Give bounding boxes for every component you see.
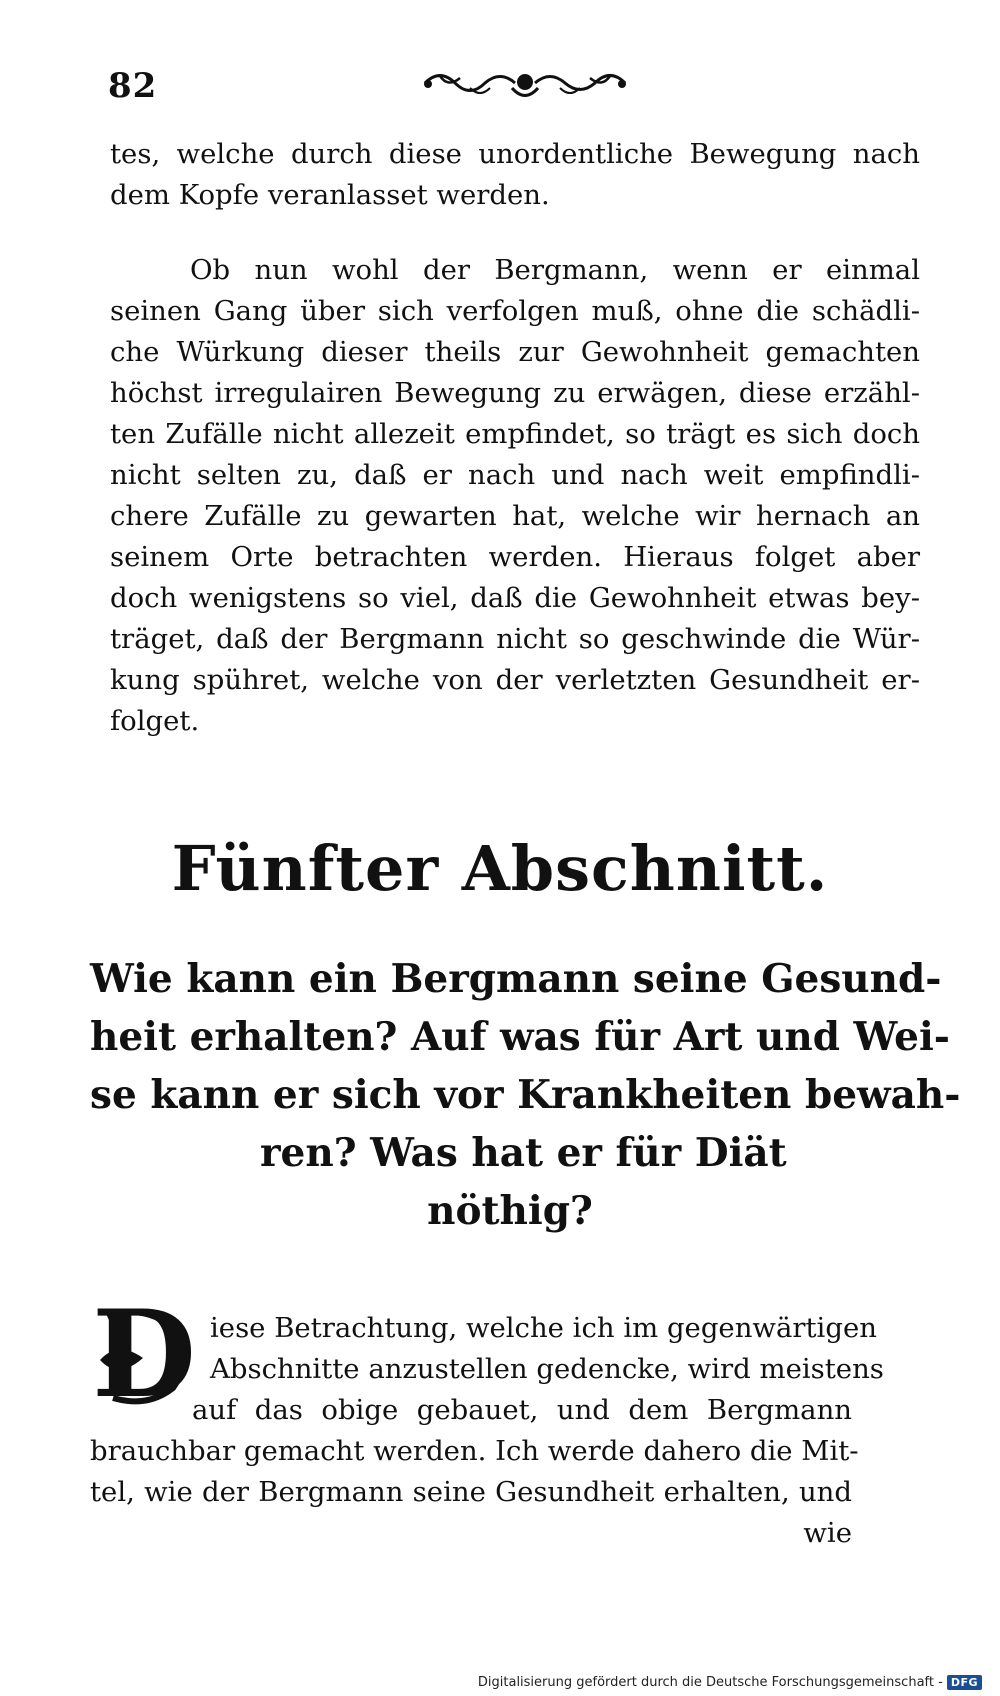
text-line: Ob nun wohl der Bergmann, wenn er einmal bbox=[190, 254, 920, 286]
text-line: höchst irregulairen Bewegung zu erwägen, diese erzähl- bbox=[110, 377, 920, 409]
text-line: chere Zufälle zu gewarten hat, welche wir hernach an bbox=[110, 500, 920, 532]
paragraph-full-lines bbox=[90, 1431, 859, 1554]
text-line: auf das obige gebauet, und dem Bergmann bbox=[192, 1394, 852, 1426]
text-line: dem Kopfe veranlasset werden. bbox=[110, 179, 550, 211]
text-line: che Würkung dieser theils zur Gewohnheit gemachten bbox=[110, 336, 920, 368]
text-line: Abschnitte anzustellen gedencke, wird meistens bbox=[210, 1353, 884, 1385]
text-line: brauchbar gemacht werden. Ich werde dahero die Mit- bbox=[90, 1435, 859, 1467]
text-line: tes, welche durch diese unordentliche Bewegung nach bbox=[110, 138, 920, 170]
subheading-line: heit erhalten? Auf was für Art und Wei- bbox=[90, 1014, 950, 1060]
catchword: wie bbox=[803, 1517, 852, 1549]
subheading-line: ren? Was hat er für Diät bbox=[260, 1130, 787, 1176]
text-line: seinem Orte betrachten werden. Hieraus folget aber bbox=[110, 541, 920, 573]
paragraph-indented-line bbox=[192, 1390, 852, 1431]
footer-text: Digitalisierung gefördert durch die Deutsche Forschungsgemeinschaft - bbox=[477, 1675, 943, 1690]
text-line: nicht selten zu, daß er nach und nach weit empfindli- bbox=[110, 459, 920, 491]
text-line: ten Zufälle nicht allezeit empfindet, so trägt es sich doch bbox=[110, 418, 920, 450]
text-line: träget, daß der Bergmann nicht so geschwinde die Wür- bbox=[110, 623, 920, 655]
text-line: tel, wie der Bergmann seine Gesundheit erhalten, und bbox=[90, 1476, 852, 1508]
floral-ornament-icon bbox=[420, 58, 630, 108]
paragraph-dropcap-lines bbox=[210, 1308, 884, 1390]
paragraph-main bbox=[110, 250, 920, 742]
digitization-footer bbox=[478, 1675, 982, 1690]
text-line: doch wenigstens so viel, daß die Gewohnheit etwas bey- bbox=[110, 582, 920, 614]
subheading-line: se kann er sich vor Krankheiten bewah- bbox=[90, 1072, 961, 1118]
drop-cap: D bbox=[92, 1284, 197, 1425]
text-line: kung spühret, welche von der verletzten Gesundheit er- bbox=[110, 664, 920, 696]
section-heading: Fünfter Abschnitt. bbox=[171, 832, 829, 905]
dfg-logo: DFG bbox=[947, 1675, 982, 1690]
text-line: iese Betrachtung, welche ich im gegenwärtigen bbox=[210, 1312, 877, 1344]
subheading-line: Wie kann ein Bergmann seine Gesund- bbox=[90, 956, 942, 1002]
text-line: folget. bbox=[110, 705, 200, 737]
paragraph-continued bbox=[110, 134, 920, 216]
section-subheading bbox=[90, 950, 961, 1240]
text-line: seinen Gang über sich verfolgen muß, ohne die schädli- bbox=[110, 295, 920, 327]
subheading-line: nöthig? bbox=[427, 1188, 593, 1234]
page-number: 82 bbox=[108, 66, 158, 106]
